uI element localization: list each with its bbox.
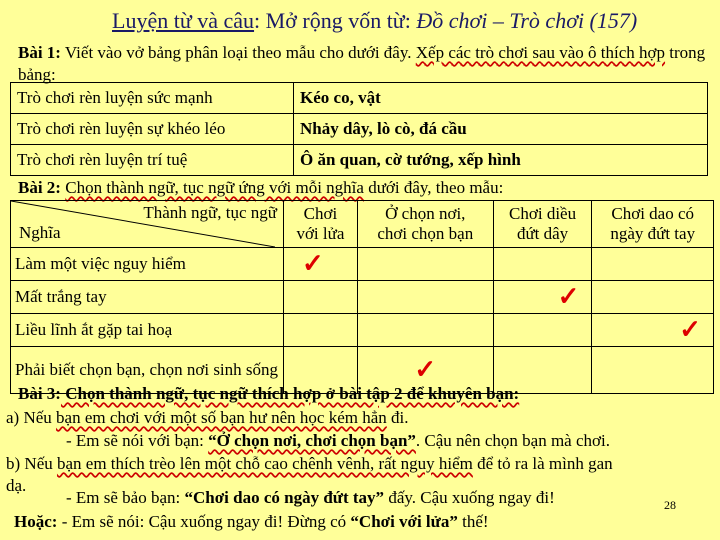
answer-b-suffix: đấy. Cậu xuống ngay đi! xyxy=(384,488,555,507)
empty-cell xyxy=(284,314,358,347)
empty-cell xyxy=(592,347,714,394)
category-cell: Trò chơi rèn luyện sức mạnh xyxy=(11,83,294,114)
games-cell: Nhảy dây, lò cò, đá cầu xyxy=(294,114,708,145)
title-rest: Mở rộng vốn từ: xyxy=(260,8,417,33)
empty-cell xyxy=(493,314,592,347)
idiom-line1: Chơi dao có xyxy=(611,204,695,223)
answer-a-prefix: - Em sẽ nói với bạn: xyxy=(66,431,209,450)
empty-cell xyxy=(357,248,493,281)
empty-cell xyxy=(357,314,493,347)
meaning-cell: Mất trắng tay xyxy=(11,281,284,314)
task1-text-underlined: Xếp các trò chơi sau vào ô thích hợp xyxy=(415,43,666,62)
task1-text-end: trong bảng: xyxy=(18,43,706,84)
idiom-line1: Chơi xyxy=(303,204,338,223)
task2-text-underlined: Chọn thành ngữ, tục ngữ ứng với mỗi nghĩa xyxy=(65,178,364,197)
idiom-column-header xyxy=(592,201,714,248)
games-cell: Kéo co, vật xyxy=(294,83,708,114)
table-row xyxy=(11,248,714,281)
meaning-cell: Phải biết chọn bạn, chọn nơi sinh sống xyxy=(11,347,284,394)
answer-a-suffix: . Cậu nên chọn bạn mà chơi. xyxy=(415,431,610,450)
task3-question-b-continued: dạ. xyxy=(6,476,27,495)
title-colon: : xyxy=(254,8,261,33)
task1-text: Viết vào vở bảng phân loại theo mẫu cho dưới đây. xyxy=(60,43,416,62)
idiom-line2: với lửa xyxy=(296,224,345,243)
check-mark-icon: ✓ xyxy=(493,281,592,314)
category-cell: Trò chơi rèn luyện sự khéo léo xyxy=(11,114,294,145)
check-mark-icon: ✓ xyxy=(284,248,358,281)
diagonal-header-cell xyxy=(11,201,284,248)
header-meaning: Nghĩa xyxy=(19,223,61,242)
category-cell: Trò chơi rèn luyện trí tuệ xyxy=(11,145,294,176)
page-title xyxy=(112,8,637,34)
answer-b-idiom: “Chơi dao có ngày đứt tay” xyxy=(184,488,385,507)
task3-text: Chọn thành ngữ, tục ngữ thích hợp ở bài tập 2 để khuyên bạn: xyxy=(60,384,520,403)
alternative-idiom: “Chơi với lửa” xyxy=(350,512,458,531)
idiom-line1: Ở chọn nơi, xyxy=(385,204,466,223)
task2-text-end: dưới đây, theo mẫu: xyxy=(363,178,504,197)
idiom-header-row xyxy=(11,201,714,248)
task3-answer-b xyxy=(66,488,555,508)
question-a-suffix: đi. xyxy=(386,408,409,427)
question-a-underlined: bạn em chơi với một số bạn hư nên học kém hẳn xyxy=(56,408,387,427)
check-mark-icon: ✓ xyxy=(592,314,714,347)
table-row xyxy=(11,281,714,314)
task2-label: Bài 2: xyxy=(18,178,61,197)
games-cell: Ô ăn quan, cờ tướng, xếp hình xyxy=(294,145,708,176)
meaning-cell: Liều lĩnh ắt gặp tai hoạ xyxy=(11,314,284,347)
question-b-underlined: bạn em thích trèo lên một chỗ cao chênh vênh, rất nguy hiểm xyxy=(56,454,473,473)
idiom-column-header xyxy=(357,201,493,248)
idiom-line2: chơi chọn bạn xyxy=(377,224,474,243)
task3-alternative-answer xyxy=(14,512,489,532)
table-row xyxy=(11,314,714,347)
idiom-line2: đứt dây xyxy=(516,224,569,243)
task2-instruction xyxy=(18,178,503,198)
header-idioms: Thành ngữ, tục ngữ xyxy=(143,203,277,222)
table-row xyxy=(11,114,708,145)
question-b-suffix: để tỏ ra là mình gan xyxy=(472,454,613,473)
idiom-column-header xyxy=(284,201,358,248)
task3-instruction xyxy=(18,384,519,404)
empty-cell xyxy=(357,281,493,314)
idiom-line1: Chơi diều xyxy=(509,204,577,223)
alternative-label: Hoặc: xyxy=(14,512,58,531)
empty-cell xyxy=(493,248,592,281)
classification-table xyxy=(10,82,708,176)
idiom-column-header xyxy=(493,201,592,248)
page-number: 28 xyxy=(664,498,676,512)
title-label: Luyện từ và câu xyxy=(112,8,255,33)
question-a-prefix: a) Nếu xyxy=(6,408,57,427)
table-row xyxy=(11,145,708,176)
question-b-prefix: b) Nếu xyxy=(6,454,57,473)
task3-answer-a xyxy=(66,431,610,451)
check-mark-icon: ✓ xyxy=(357,347,493,394)
alternative-text: - Em sẽ nói: Cậu xuống ngay đi! Đừng có xyxy=(57,512,351,531)
empty-cell xyxy=(592,281,714,314)
task3-label: Bài 3: xyxy=(18,384,61,403)
idiom-line2: ngày đứt tay xyxy=(610,224,696,243)
empty-cell xyxy=(284,281,358,314)
idiom-table xyxy=(10,200,714,394)
meaning-cell: Làm một việc nguy hiểm xyxy=(11,248,284,281)
task1-label: Bài 1: xyxy=(18,43,61,62)
task3-question-a xyxy=(6,408,409,428)
title-topic: Đồ chơi – Trò chơi (157) xyxy=(416,8,638,33)
alternative-suffix: thế! xyxy=(457,512,489,531)
answer-b-prefix: - Em sẽ bảo bạn: xyxy=(66,488,185,507)
task1-instruction xyxy=(18,42,708,86)
task3-question-b xyxy=(6,454,613,474)
empty-cell xyxy=(592,248,714,281)
table-row xyxy=(11,83,708,114)
answer-a-idiom: “Ở chọn nơi, chơi chọn bạn” xyxy=(208,431,416,450)
